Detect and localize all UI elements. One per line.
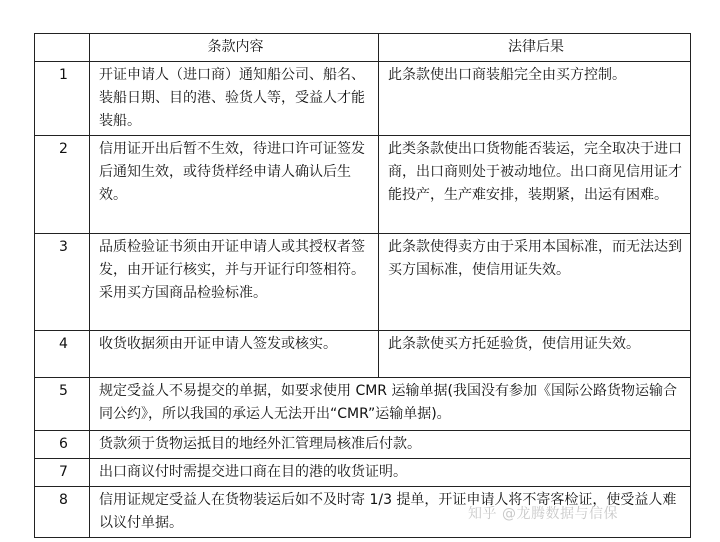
table-row [35, 378, 691, 431]
merged-clause: 出口商议付时需提交进口商在目的港的收货证明。 [90, 459, 691, 487]
table-row [35, 331, 691, 378]
row-number: 2 [35, 136, 90, 234]
row-number: 5 [35, 378, 90, 431]
row-number: 4 [35, 331, 90, 378]
row-number: 3 [35, 234, 90, 331]
table-row [35, 136, 691, 234]
table-row [35, 62, 691, 136]
header-number-cell [35, 34, 90, 62]
row-number: 1 [35, 62, 90, 136]
clause-content: 收货收据须由开证申请人签发或核实。 [90, 331, 379, 378]
table-row [35, 431, 691, 459]
legal-consequence: 此类条款使出口货物能否装运，完全取决于进口商，出口商则处于被动地位。出口商见信用证才能投产，生产难安排，装期紧，出运有困难。 [379, 136, 691, 234]
row-number: 7 [35, 459, 90, 487]
table-row [35, 234, 691, 331]
legal-consequence: 此条款使得卖方由于采用本国标准，而无法达到买方国标准，使信用证失效。 [379, 234, 691, 331]
row-number: 8 [35, 487, 90, 538]
clause-content: 开证申请人（进口商）通知船公司、船名、装船日期、目的港、验货人等，受益人才能装船。 [90, 62, 379, 136]
merged-clause: 货款须于货物运抵目的地经外汇管理局核准后付款。 [90, 431, 691, 459]
merged-clause: 信用证规定受益人在货物装运后如不及时寄 1/3 提单，开证申请人将不寄客检证，使受益人难以议付单据。 [90, 487, 691, 538]
table-header-row [35, 34, 691, 62]
clause-content: 品质检验证书须由开证申请人或其授权者签发，由开证行核实，并与开证行印签相符。采用买方国商品检验标准。 [90, 234, 379, 331]
header-legal-consequence: 法律后果 [379, 34, 691, 62]
watermark: 知乎 @龙腾数据与信保 [468, 506, 618, 522]
legal-consequence: 此条款使出口商装船完全由买方控制。 [379, 62, 691, 136]
row-number: 6 [35, 431, 90, 459]
header-clause-content: 条款内容 [90, 34, 379, 62]
legal-consequence: 此条款使买方托延验货，使信用证失效。 [379, 331, 691, 378]
merged-clause: 规定受益人不易提交的单据，如要求使用 CMR 运输单据(我国没有参加《国际公路货物运输合同公约》，所以我国的承运人无法开出“CMR”运输单据)。 [90, 378, 691, 431]
clause-content: 信用证开出后暂不生效，待进口许可证签发后通知生效，或待货样经申请人确认后生效。 [90, 136, 379, 234]
table-row [35, 459, 691, 487]
clauses-table [34, 33, 691, 538]
